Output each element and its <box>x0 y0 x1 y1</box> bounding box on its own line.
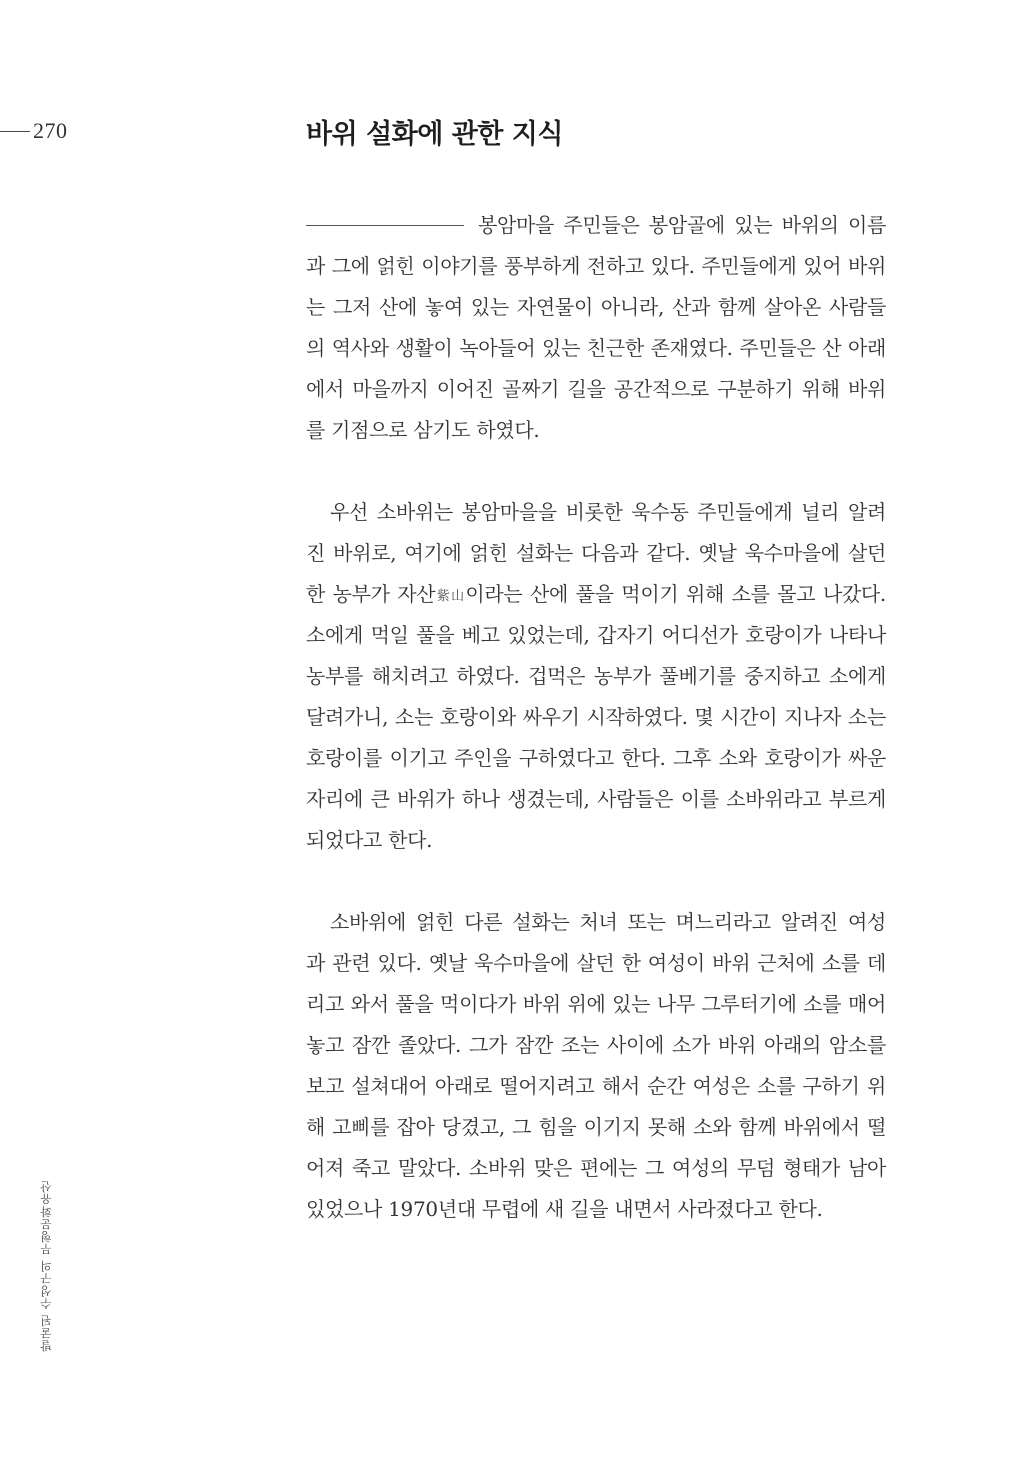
text-line: 해 고삐를 잡아 당겼고, 그 힘을 이기지 못해 소와 함께 바위에서 떨 <box>306 1115 886 1139</box>
text-fragment: 한 농부가 자산 <box>306 582 436 606</box>
text-line: 에서 마을까지 이어진 골짜기 길을 공간적으로 구분하기 위해 바위 <box>306 377 886 401</box>
paragraph-1 <box>306 205 886 451</box>
lead-rule <box>306 225 464 226</box>
text-line: 되었다고 한다. <box>306 828 433 852</box>
text-fragment: 이라는 산에 풀을 먹이기 위해 소를 몰고 나갔다. <box>465 582 886 606</box>
text-line: 의 역사와 생활이 녹아들어 있는 친근한 존재였다. 주민들은 산 아래 <box>306 336 886 360</box>
text-line: 진 바위로, 여기에 얽힌 설화는 다음과 같다. 옛날 욱수마을에 살던 <box>306 541 886 565</box>
text-line: 농부를 해치려고 하였다. 겁먹은 농부가 풀베기를 중지하고 소에게 <box>306 664 886 688</box>
lead-line <box>306 205 886 246</box>
paragraph-gap <box>306 451 886 492</box>
text-line: 호랑이를 이기고 주인을 구하였다고 한다. 그후 소와 호랑이가 싸운 <box>306 746 886 770</box>
text-line-with-hanja <box>306 574 886 615</box>
text-line: 자리에 큰 바위가 하나 생겼는데, 사람들은 이를 소바위라고 부르게 <box>306 787 886 811</box>
text-line: 소바위에 얽힌 다른 설화는 처녀 또는 며느리라고 알려진 여성 <box>330 910 886 934</box>
page-number-rule <box>0 131 30 132</box>
body-text <box>306 205 886 1230</box>
side-book-title: 발굴된 수성구의 무형문화유산 <box>39 1180 53 1352</box>
text-line: 과 그에 얽힌 이야기를 풍부하게 전하고 있다. 주민들에게 있어 바위 <box>306 254 886 278</box>
paragraph-gap <box>306 861 886 902</box>
text-line: 우선 소바위는 봉암마을을 비롯한 욱수동 주민들에게 널리 알려 <box>330 500 886 524</box>
text-line: 를 기점으로 삼기도 하였다. <box>306 418 540 442</box>
page-number: 270 <box>33 118 68 143</box>
text-line: 보고 설쳐대어 아래로 떨어지려고 해서 순간 여성은 소를 구하기 위 <box>306 1074 886 1098</box>
text-line: 어져 죽고 말았다. 소바위 맞은 편에는 그 여성의 무덤 형태가 남아 <box>306 1156 886 1180</box>
text-line: 소에게 먹일 풀을 베고 있었는데, 갑자기 어디선가 호랑이가 나타나 <box>306 623 886 647</box>
hanja-annotation: 紫山 <box>435 589 466 604</box>
text-line: 달려가니, 소는 호랑이와 싸우기 시작하였다. 몇 시간이 지나자 소는 <box>306 705 886 729</box>
text-line: 는 그저 산에 놓여 있는 자연물이 아니라, 산과 함께 살아온 사람들 <box>306 295 886 319</box>
paragraph-3 <box>306 902 886 1230</box>
text-line: 있었으나 1970년대 무렵에 새 길을 내면서 사라졌다고 한다. <box>306 1197 823 1221</box>
paragraph-2 <box>306 492 886 861</box>
text-line: 리고 와서 풀을 먹이다가 바위 위에 있는 나무 그루터기에 소를 매어 <box>306 992 886 1016</box>
text-line: 봉암마을 주민들은 봉암골에 있는 바위의 이름 <box>478 213 886 237</box>
text-line: 과 관련 있다. 옛날 욱수마을에 살던 한 여성이 바위 근처에 소를 데 <box>306 951 886 975</box>
text-line: 놓고 잠깐 졸았다. 그가 잠깐 조는 사이에 소가 바위 아래의 암소를 <box>306 1033 886 1057</box>
section-title: 바위 설화에 관한 지식 <box>306 119 563 150</box>
